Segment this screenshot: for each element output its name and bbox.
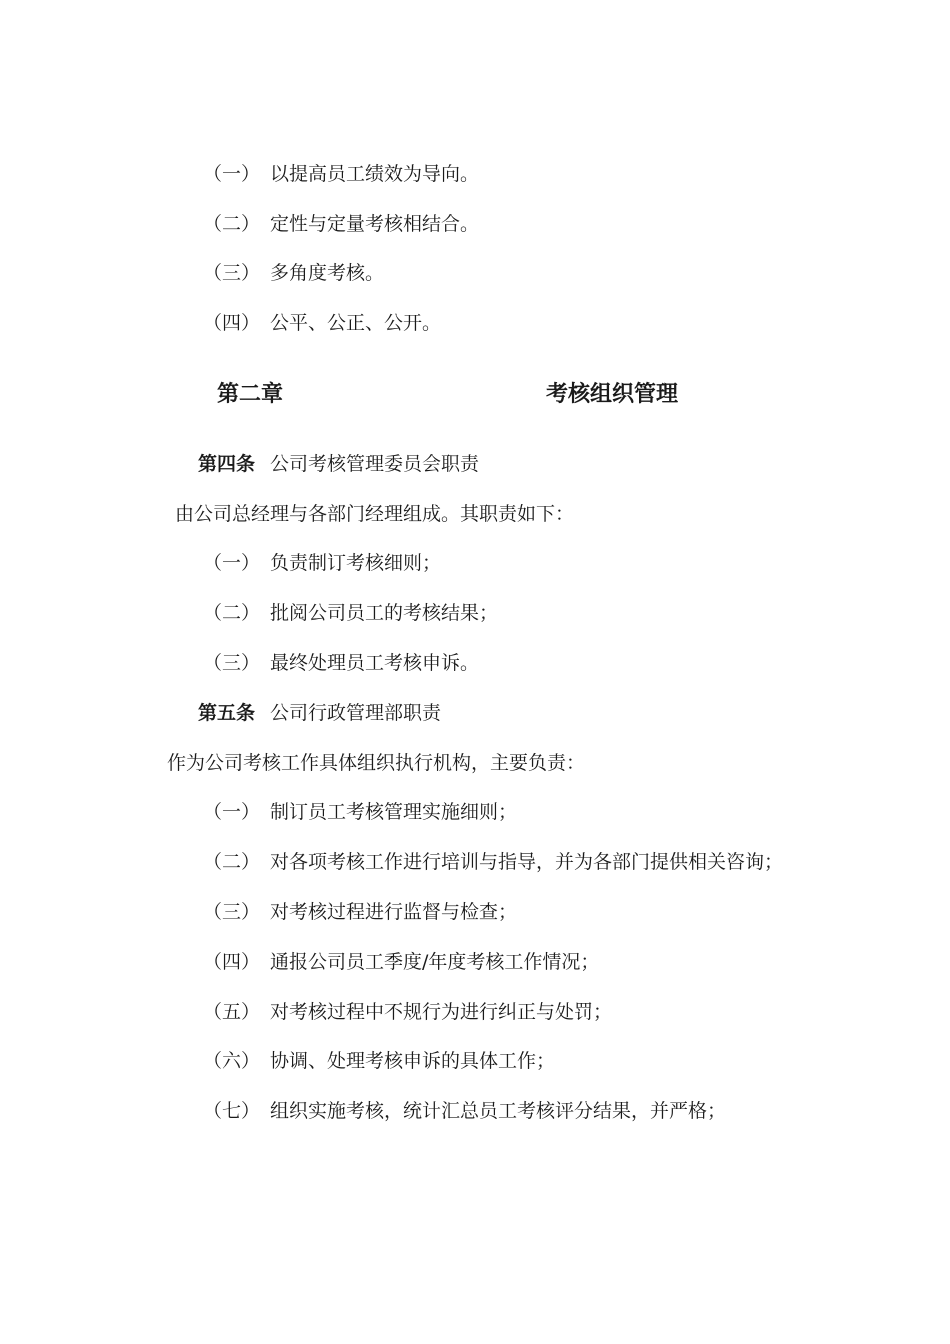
item-number: （一） — [203, 801, 261, 823]
item-text: 批阅公司员工的考核结果； — [270, 602, 499, 624]
item-number: （六） — [203, 1050, 261, 1072]
item-text: 多角度考核。 — [270, 262, 385, 284]
item-number: （四） — [203, 312, 261, 334]
item-text: 对各项考核工作进行培训与指导，并为各部门提供相关咨询； — [270, 851, 784, 873]
item-number: （三） — [203, 262, 261, 284]
item-text: 对考核过程中不规行为进行纠正与处罚； — [270, 1001, 613, 1023]
item-text: 组织实施考核，统计汇总员工考核评分结果，并严格； — [270, 1100, 727, 1122]
item-number: （三） — [203, 901, 261, 923]
article-intro: 由公司总经理与各部门经理组成。其职责如下： — [175, 503, 575, 525]
item-number: （二） — [203, 851, 261, 873]
article-title: 公司行政管理部职责 — [270, 702, 442, 724]
item-number: （二） — [203, 602, 261, 624]
item-number: （一） — [203, 163, 261, 185]
item-text: 制订员工考核管理实施细则； — [270, 801, 518, 823]
article-title: 公司考核管理委员会职责 — [270, 453, 480, 475]
item-text: 通报公司员工季度/年度考核工作情况； — [270, 951, 600, 973]
chapter-number: 第二章 — [217, 382, 284, 407]
item-text: 协调、处理考核申诉的具体工作； — [270, 1050, 556, 1072]
article-label: 第四条 — [198, 453, 256, 475]
item-number: （三） — [203, 652, 261, 674]
chapter-title: 考核组织管理 — [546, 382, 679, 407]
item-number: （五） — [203, 1001, 261, 1023]
item-text: 公平、公正、公开。 — [270, 312, 442, 334]
article-intro: 作为公司考核工作具体组织执行机构，主要负责： — [167, 752, 586, 774]
item-text: 最终处理员工考核申诉。 — [270, 652, 480, 674]
article-label: 第五条 — [198, 702, 256, 724]
item-number: （一） — [203, 552, 261, 574]
item-text: 对考核过程进行监督与检查； — [270, 901, 518, 923]
item-text: 定性与定量考核相结合。 — [270, 213, 480, 235]
item-number: （二） — [203, 213, 261, 235]
item-text: 负责制订考核细则； — [270, 552, 442, 574]
item-number: （七） — [203, 1100, 261, 1122]
item-number: （四） — [203, 951, 261, 973]
item-text: 以提高员工绩效为导向。 — [270, 163, 480, 185]
